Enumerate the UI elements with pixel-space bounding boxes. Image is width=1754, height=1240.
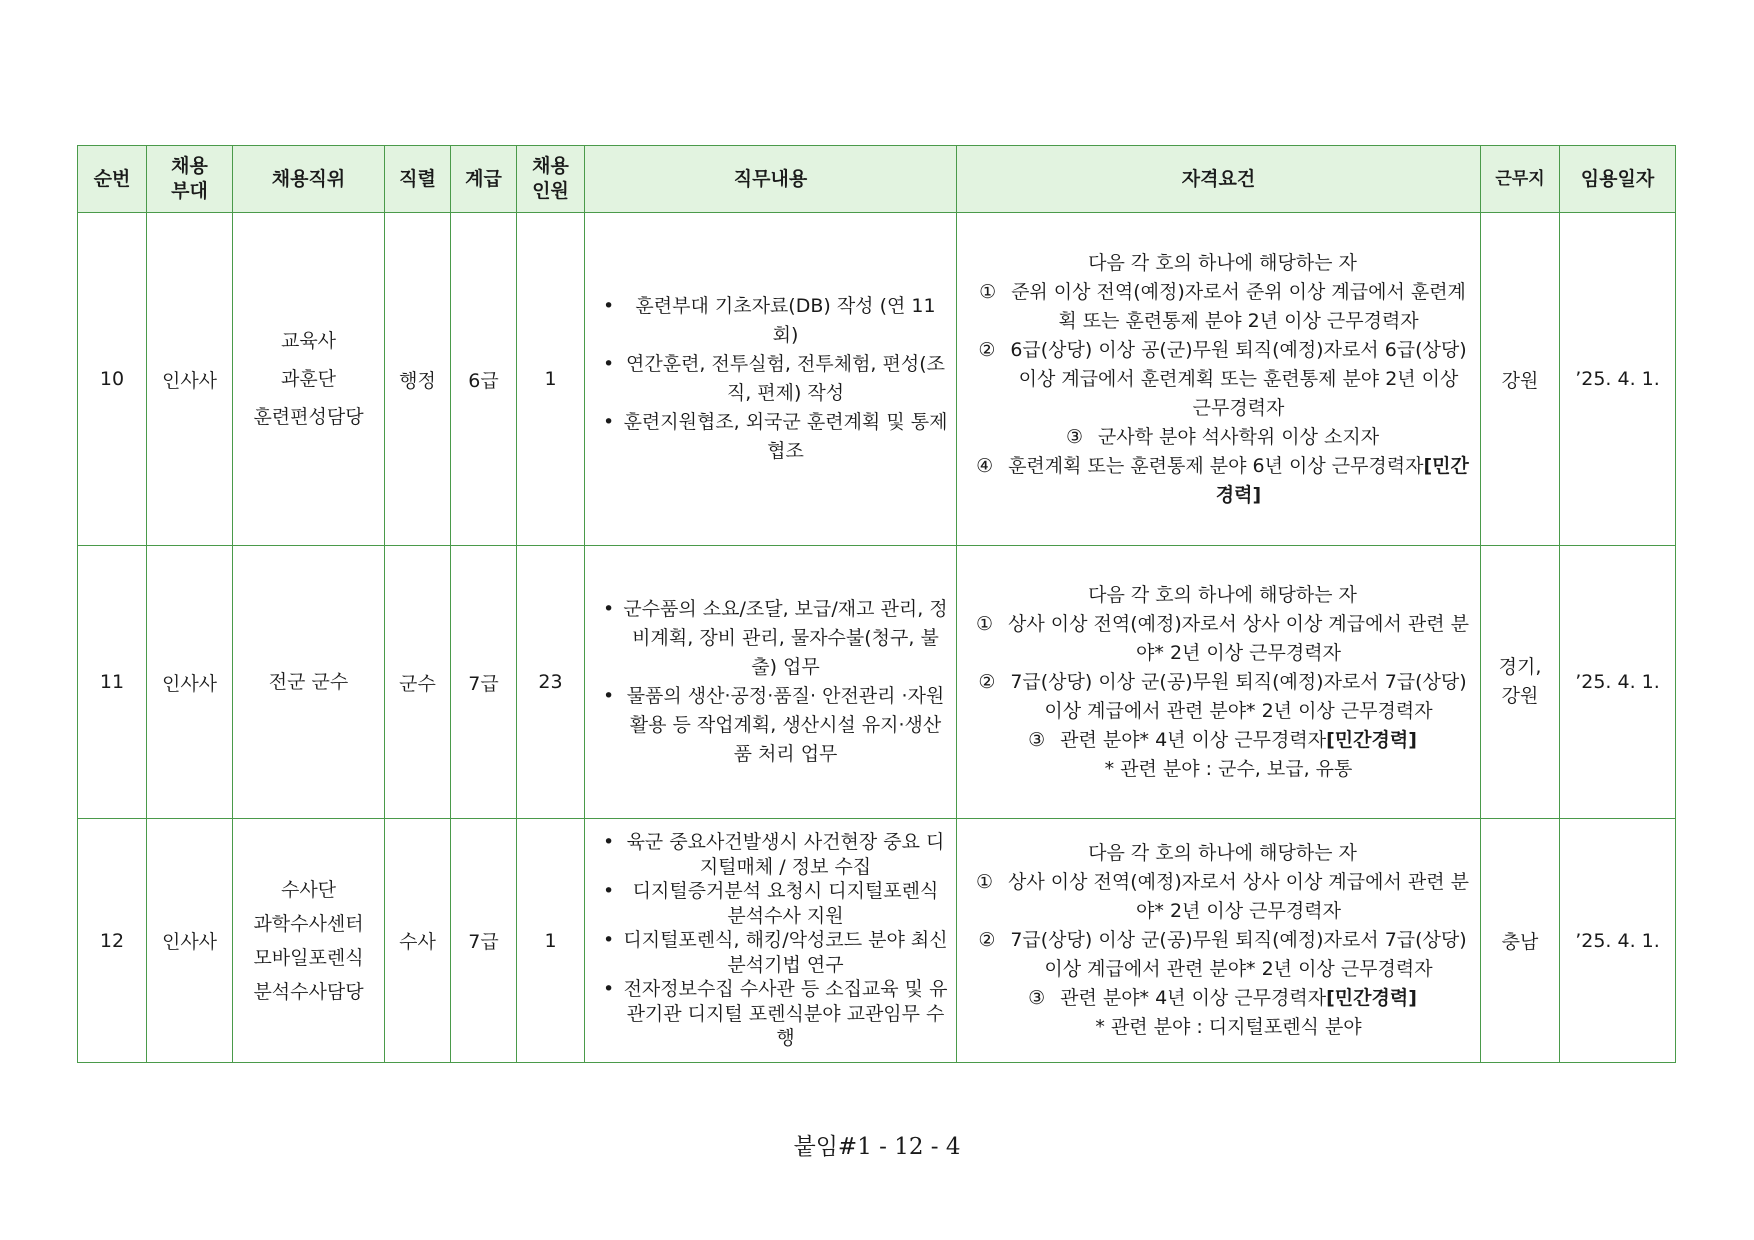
- civilian-career-tag: [민간경력]: [1215, 454, 1469, 506]
- header-location: 근무지: [1481, 146, 1560, 213]
- position-line: 과훈단: [280, 368, 337, 390]
- qualification-mark: ②: [978, 670, 996, 693]
- qualification-mark: ①: [976, 612, 994, 635]
- position-line: 훈련편성담당: [253, 406, 364, 428]
- row-qualifications: [957, 546, 1481, 819]
- qualification-item: [975, 726, 1470, 755]
- qualification-item: [975, 610, 1470, 668]
- qualification-mark: ①: [976, 871, 994, 893]
- qualification-item: [975, 926, 1470, 984]
- qualification-lead: 다음 각 호의 하나에 해당하는 자: [1088, 251, 1357, 274]
- qualification-item: [975, 984, 1470, 1013]
- row-count: 23: [517, 546, 585, 819]
- header-series: 직렬: [385, 146, 451, 213]
- header-date: 임용일자: [1560, 146, 1676, 213]
- position-line: 교육사: [280, 330, 337, 352]
- row-duties: [585, 213, 957, 546]
- duty-item: • 디지털포렌식, 해킹/악성코드 분야 최신분석기법 연구: [603, 928, 948, 977]
- header-count-line2: 인원: [532, 180, 569, 202]
- header-unit-line1: 채용: [171, 155, 208, 177]
- civilian-career-tag: [민간경력]: [1326, 728, 1417, 751]
- location-line: 경기,: [1498, 656, 1542, 678]
- qualification-block: [957, 839, 1480, 1042]
- qualification-text: 7급(상당) 이상 군(공)무원 퇴직(예정)자로서 7급(상당) 이상 계급에서 관련 분야* 2년 이상 근무경력자: [1010, 670, 1467, 722]
- position-line: 수사단: [280, 878, 337, 901]
- row-position: [233, 819, 385, 1063]
- duty-item: • 훈련지원협조, 외국군 훈련계획 및 통제협조: [603, 408, 948, 466]
- qualification-text: 준위 이상 전역(예정)자로서 준위 이상 계급에서 훈련계획 또는 훈련통제 분야 2년 이상 근무경력자: [1011, 280, 1466, 332]
- header-row: [78, 146, 1676, 213]
- header-count-line1: 채용: [532, 155, 569, 177]
- page-footer: 붙임#1 - 12 - 4: [793, 1134, 961, 1160]
- row-duties: [585, 546, 957, 819]
- table-row: [78, 546, 1676, 819]
- qualification-text: 훈련계획 또는 훈련통제 분야 6년 이상 근무경력자: [1008, 454, 1424, 477]
- header-position: 채용직위: [233, 146, 385, 213]
- row-date: ’25. 4. 1.: [1560, 819, 1676, 1063]
- row-position: [233, 546, 385, 819]
- qualification-mark: ②: [978, 338, 996, 361]
- duty-list: [585, 292, 956, 466]
- qualification-block: [957, 581, 1480, 784]
- qualification-item: [975, 423, 1470, 452]
- duty-item: • 연간훈련, 전투실험, 전투체험, 편성(조직, 편제) 작성: [603, 350, 948, 408]
- row-series: 군수: [385, 546, 451, 819]
- header-unit: [147, 146, 233, 213]
- row-location: [1481, 819, 1560, 1063]
- duty-list: [585, 595, 956, 769]
- row-duties: [585, 819, 957, 1063]
- position-line: 모바일포렌식: [253, 946, 364, 969]
- header-qualifications: 자격요건: [957, 146, 1481, 213]
- row-location: [1481, 546, 1560, 819]
- qualification-item: [975, 452, 1470, 510]
- header-grade: 계급: [451, 146, 517, 213]
- row-location: [1481, 213, 1560, 546]
- row-grade: 7급: [451, 546, 517, 819]
- location-line: 강원: [1501, 369, 1539, 392]
- header-count: [517, 146, 585, 213]
- qualification-text: 군사학 분야 석사학위 이상 소지자: [1097, 425, 1380, 448]
- qualification-mark: ④: [976, 454, 994, 477]
- row-date: ’25. 4. 1.: [1560, 546, 1676, 819]
- qualification-mark: ③: [1065, 425, 1083, 448]
- row-no: 11: [78, 546, 147, 819]
- qualification-text: 관련 분야* 4년 이상 근무경력자: [1060, 728, 1327, 751]
- position-line: 분석수사담당: [253, 980, 364, 1003]
- qualification-text: 7급(상당) 이상 군(공)무원 퇴직(예정)자로서 7급(상당) 이상 계급에서 관련 분야* 2년 이상 근무경력자: [1010, 929, 1467, 980]
- row-unit: 인사사: [147, 546, 233, 819]
- location-line: 강원: [1501, 685, 1539, 707]
- row-position: [233, 213, 385, 546]
- location-line: 충남: [1501, 931, 1539, 953]
- qualification-lead: 다음 각 호의 하나에 해당하는 자: [1088, 842, 1357, 864]
- qualification-text: 관련 분야* 4년 이상 근무경력자: [1060, 987, 1327, 1009]
- qualification-note: * 관련 분야 : 디지털포렌식 분야: [1095, 1016, 1362, 1038]
- duty-item: • 전자정보수집 수사관 등 소집교육 및 유관기관 디지털 포렌식분야 교관임무 수행: [603, 977, 948, 1051]
- qualification-mark: ①: [979, 280, 997, 303]
- qualification-text: 6급(상당) 이상 공(군)무원 퇴직(예정)자로서 6급(상당) 이상 계급에서 훈련계획 또는 훈련통제 분야 2년 이상 근무경력자: [1010, 338, 1467, 419]
- qualification-note: * 관련 분야 : 군수, 보급, 유통: [1104, 757, 1353, 780]
- header-no: 순번: [78, 146, 147, 213]
- duty-item: • 디지털증거분석 요청시 디지털포렌식 분석수사 지원: [603, 879, 948, 928]
- qualification-block: [957, 249, 1480, 510]
- recruitment-table: [77, 145, 1676, 1063]
- row-count: 1: [517, 819, 585, 1063]
- qualification-item: [975, 278, 1470, 336]
- qualification-item: [975, 668, 1470, 726]
- qualification-lead: 다음 각 호의 하나에 해당하는 자: [1088, 583, 1357, 606]
- qualification-mark: ②: [978, 929, 996, 951]
- row-unit: 인사사: [147, 213, 233, 546]
- header-unit-line2: 부대: [171, 180, 208, 202]
- table-row: [78, 819, 1676, 1063]
- duty-item: • 물품의 생산·공정·품질· 안전관리 ·자원활용 등 작업계획, 생산시설 유지·생산품 처리 업무: [603, 682, 948, 769]
- position-line: 과학수사센터: [253, 912, 364, 935]
- row-series: 행정: [385, 213, 451, 546]
- qualification-item: [975, 336, 1470, 423]
- qualification-item: [975, 868, 1470, 926]
- civilian-career-tag: [민간경력]: [1326, 987, 1417, 1009]
- qualification-text: 상사 이상 전역(예정)자로서 상사 이상 계급에서 관련 분야* 2년 이상 근무경력자: [1008, 612, 1469, 664]
- header-duties: 직무내용: [585, 146, 957, 213]
- duty-item: • 훈련부대 기초자료(DB) 작성 (연 11회): [603, 292, 948, 350]
- position-line: 전군 군수: [268, 671, 349, 693]
- row-series: 수사: [385, 819, 451, 1063]
- row-no: 12: [78, 819, 147, 1063]
- row-unit: 인사사: [147, 819, 233, 1063]
- row-count: 1: [517, 213, 585, 546]
- row-no: 10: [78, 213, 147, 546]
- table-row: [78, 213, 1676, 546]
- duty-item: • 육군 중요사건발생시 사건현장 중요 디지털매체 / 정보 수집: [603, 830, 948, 879]
- row-date: ’25. 4. 1.: [1560, 213, 1676, 546]
- qualification-text: 상사 이상 전역(예정)자로서 상사 이상 계급에서 관련 분야* 2년 이상 근무경력자: [1008, 871, 1469, 922]
- duty-list: [585, 830, 956, 1051]
- duty-item: • 군수품의 소요/조달, 보급/재고 관리, 정비계획, 장비 관리, 물자수불(청구, 불출) 업무: [603, 595, 948, 682]
- row-qualifications: [957, 819, 1481, 1063]
- qualification-mark: ③: [1028, 987, 1046, 1009]
- row-grade: 6급: [451, 213, 517, 546]
- row-grade: 7급: [451, 819, 517, 1063]
- row-qualifications: [957, 213, 1481, 546]
- qualification-mark: ③: [1028, 728, 1046, 751]
